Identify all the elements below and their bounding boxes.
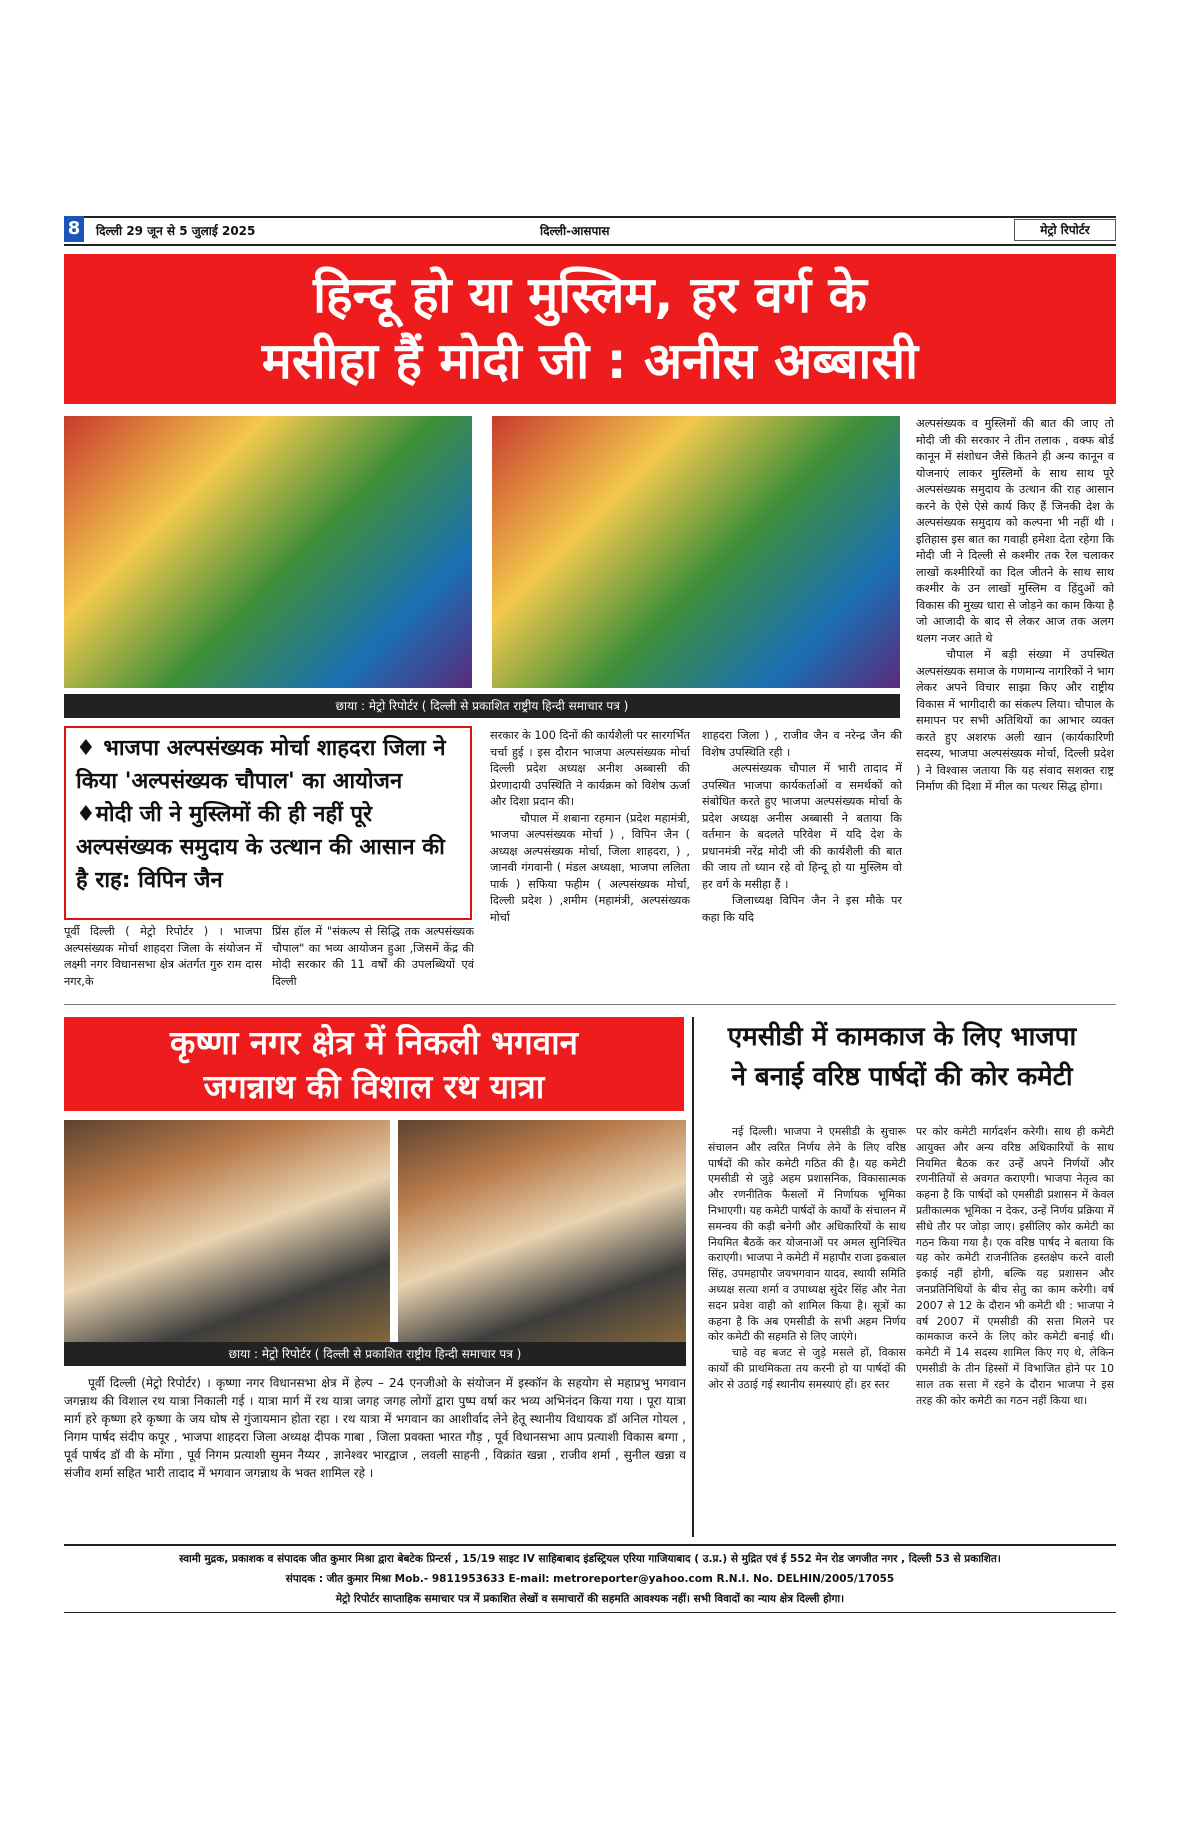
story2-headline-line1: कृष्णा नगर क्षेत्र में निकली भगवान	[170, 1023, 578, 1062]
footer-imprint: स्वामी मुद्रक, प्रकाशक व संपादक जीत कुमार मिश्रा द्वारा बेबटेक प्रिन्टर्स , 15/19 साइट IV साहिबाबाद इंडस्ट्रियल एरिया गाजियाबाद ( उ.प्र.) से मुद्रित एवं ई 552 मेन रोड जगजीत नगर , दिल्ली 53 से प्रकाशित।	[179, 1553, 1001, 1565]
issue-date: दिल्ली 29 जून से 5 जुलाई 2025	[96, 224, 256, 238]
story1-bottom-col2-text: प्रिंस हॉल में "संकल्प से सिद्धि तक अल्पसंख्यक चौपाल" का भव्य आयोजन हुआ ,जिसमें केंद्र की मोदी सरकार की 11 वर्षों की उपलब्धियों एवं दिल्ली	[272, 925, 474, 988]
story1-right-col-p2: चौपाल में बड़ी संख्या में उपस्थित अल्पसंख्यक समाज के गणमान्य नागरिकों ने भाग लेकर अपने विचार साझा किए और राष्ट्रीय विकास में भागीदारी का संकल्प लिया। चौपाल के समापन पर सभी अतिथियों का आभार व्यक्त करते हुए अशरफ अली खान (कार्यकारिणी सदस्य, भाजपा अल्पसंख्यक मोर्चा, दिल्ली प्रदेश ) ने विश्वास जताया कि यह संवाद सशक्त राष्ट्र निर्माण की दिशा में मील का पत्थर सिद्ध होगा।	[916, 648, 1114, 793]
story1-photo-left	[64, 416, 472, 688]
page-number: 8	[64, 216, 84, 242]
story1-bottom-column1	[64, 924, 262, 996]
story3-headline-line2: ने बनाई वरिष्ठ पार्षदों की कोर कमेटी	[731, 1062, 1073, 1092]
story2-headline-line2: जगन्नाथ की विशाल रथ यात्रा	[203, 1067, 545, 1106]
masthead: मेट्रो रिपोर्टर	[1014, 219, 1116, 241]
story1-mid-col2-p3: जिलाध्यक्ष विपिन जैन ने इस मौके पर कहा कि यदि	[702, 894, 902, 924]
story3-col2-p1: पर कोर कमेटी मार्गदर्शन करेगी। साथ ही कमेटी आयुक्त और अन्य वरिष्ठ अधिकारियों के साथ नियमित बैठक कर उन्हें अपने निर्णयों और रणनीतियों से अवगत कराएगी। भाजपा नेतृत्व का कहना है कि पार्षदों को एमसीडी प्रशासन में केवल प्रतीकात्मक भूमिका न देकर, उन्हें निर्णय प्रक्रिया में सीधे तौर पर जोड़ा जाए। इसीलिए कोर कमेटी का गठन किया गया है। एक वरिष्ठ पार्षद ने बताया कि यह कोर कमेटी राजनीतिक हस्तक्षेप करने वाली इकाई नहीं होगी, बल्कि यह प्रशासन और जनप्रतिनिधियों के बीच सेतु का काम करेगी। वर्ष 2007 से 12 के दौरान भी कमेटी थी : भाजपा ने वर्ष 2007 में एमसीडी की सत्ता मिलने पर कामकाज करने के लिए कोर कमेटी बनाई थी। कमेटी में 14 सदस्य शामिल किए गए थे, लेकिन एमसीडी के तीन हिस्सों में विभाजित होने पर 10 साल तक सत्ता में रहने के दौरान भाजपा ने इस तरह की कोर कमेटी का गठन नहीं किया था।	[916, 1125, 1114, 1407]
story1-right-column	[916, 416, 1114, 996]
story2-photo-left	[64, 1120, 390, 1348]
highlight-line1: ♦ भाजपा अल्पसंख्यक मोर्चा शाहदरा जिला ने किया 'अल्पसंख्यक चौपाल' का आयोजन	[76, 736, 446, 794]
story1-headline	[64, 254, 1116, 404]
story1-mid-col2-p2: अल्पसंख्यक चौपाल में भारी तादाद में उपस्थित भाजपा कार्यकर्ताओं व समर्थकों को संबोधित करते हुए भाजपा अल्पसंख्यक मोर्चा के प्रदेश अध्यक्ष अनीस अब्बासी ने बताया कि वर्तमान के बदलते परिवेश में यदि देश के प्रधानमंत्री नरेंद्र मोदी जी की कार्यशैली की बात की जाय तो ध्यान रहे वो हिन्दू हो या मुस्लिम वो हर वर्ग के मसीहा हैं ।	[702, 762, 902, 891]
story1-photo-caption: छाया : मेट्रो रिपोर्टर ( दिल्ली से प्रकाशित राष्ट्रीय हिन्दी समाचार पत्र )	[64, 694, 900, 718]
story1-mid-col1-p1: सरकार के 100 दिनों की कार्यशैली पर सारगर्भित चर्चा हुई । इस दौरान भाजपा अल्पसंख्यक मोर्चा दिल्ली प्रदेश अध्यक्ष अनीश अब्बासी की प्रेरणादायी उपस्थिति ने कार्यक्रम को विशेष ऊर्जा और दिशा प्रदान की।	[490, 729, 690, 808]
story3-col1-p2: चाहे वह बजट से जुड़े मसले हों, विकास कार्यों की प्राथमिकता तय करनी हो या पार्षदों की ओर से उठाई गई स्थानीय समस्याएं हों। हर स्तर	[708, 1346, 906, 1391]
story1-headline-line1: हिन्दू हो या मुस्लिम, हर वर्ग के	[313, 266, 867, 324]
story1-mid-col1-p2: चौपाल में शबाना रहमान (प्रदेश महामंत्री, भाजपा अल्पसंख्यक मोर्चा ) , विपिन जैन ( अध्यक्ष अल्पसंख्यक मोर्चा, जिला शाहदरा, ) , जानवी गंगवानी ( मंडल अध्यक्षा, भाजपा ललिता पार्क ) सफिया फहीम ( अल्पसंख्यक मोर्चा, दिल्ली प्रदेश ) ,शमीम (महामंत्री, अल्पसंख्यक मोर्चा	[490, 811, 690, 924]
story1-bottom-col1-text: पूर्वी दिल्ली ( मेट्रो रिपोर्टर ) । भाजपा अल्पसंख्यक मोर्चा शाहदरा जिला के संयोजन में लक्ष्मी नगर विधानसभा क्षेत्र अंतर्गत गुरु राम दास नगर,के	[64, 925, 262, 988]
column-divider	[692, 1017, 694, 1537]
footer-rule-top	[64, 1544, 1116, 1546]
story2-body: पूर्वी दिल्ली (मेट्रो रिपोर्टर) । कृष्णा नगर विधानसभा क्षेत्र में हेल्प – 24 एनजीओ के संयोजन में इस्कॉन के सहयोग से महाप्रभु भगवान जगन्नाथ की विशाल रथ यात्रा निकाली गई । यात्रा मार्ग में रथ यात्रा जगह जगह लोगों द्वारा पुष्प वर्षा कर भव्य अभिनंदन किया गया । पूरा यात्रा मार्ग हरे कृष्णा हरे कृष्णा के जय घोष से गुंजायमान होता रहा । रथ यात्रा में भगवान का आशीर्वाद लेने हेतू स्थानीय विधायक डॉ अनिल गोयल , निगम पार्षद संदीप कपूर , भाजपा शाहदरा जिला अध्यक्ष दीपक गाबा , जिला प्रवक्ता भारत गौड़ , पूर्व विधानसभा आप प्रत्याशी विकास बग्गा , पूर्व पार्षद डॉ वी के मोंगा , पूर्व निगम प्रत्याशी सुमन नैय्यर , ज्ञानेश्वर भारद्वाज , लवली साहनी , विक्रांत खन्ना , राजीव शर्मा , सुनील खन्ना व संजीव शर्मा सहित भारी तादाद में भगवान जगन्नाथ के भक्त शामिल रहे ।	[64, 1376, 686, 1480]
story1-highlight-box	[64, 726, 472, 920]
story3-column1	[708, 1124, 906, 1536]
story2-photo-right	[398, 1120, 686, 1348]
story1-mid-col2-p1: शाहदरा जिला ) , राजीव जैन व नरेन्द्र जैन की विशेष उपस्थिति रही ।	[702, 729, 902, 759]
section-name: दिल्ली-आसपास	[540, 224, 610, 238]
story2-photo-caption: छाया : मेट्रो रिपोर्टर ( दिल्ली से प्रकाशित राष्ट्रीय हिन्दी समाचार पत्र )	[64, 1342, 686, 1366]
story1-mid-column1	[490, 728, 690, 996]
footer-rule-bottom	[64, 1612, 1116, 1613]
story1-mid-column2	[702, 728, 902, 996]
story3-column2	[916, 1124, 1114, 1536]
footer-disclaimer: मेट्रो रिपोर्टर साप्ताहिक समाचार पत्र में प्रकाशित लेखों व समाचारों की सहमति आवश्यक नहीं। सभी विवादों का न्याय क्षेत्र दिल्ली होगा।	[335, 1593, 845, 1605]
story1-headline-line2: मसीहा हैं मोदी जी : अनीस अब्बासी	[261, 332, 919, 390]
section-divider	[64, 1004, 1116, 1005]
story2-headline	[64, 1017, 684, 1111]
story1-right-col-p1: अल्पसंख्यक व मुस्लिमों की बात की जाए तो मोदी जी की सरकार ने तीन तलाक , वक्फ बोर्ड कानून में संशोधन जैसे कितने ही अन्य कानून व योजनाएं लाकर मुस्लिमों के साथ साथ पूरे अल्पसंख्यक समुदाय के उत्थान की राह आसान करने के ऐसे ऐसे कार्य किए हैं जिनकी देश के अल्पसंख्यक समुदाय को कल्पना भी नहीं थी । इतिहास इस बात का गवाही हमेशा देता रहेगा कि मोदी जी ने दिल्ली से कश्मीर तक रेल चलाकर लाखों कश्मीरियों का दिल जीतने के साथ साथ कश्मीर के उन लाखों मुस्लिम व हिंदुओं को विकास की मुख्य धारा से जोड़ने का काम किया है जो आजादी के बाद से लेकर आज तक अलग थलग नजर आते थे	[916, 417, 1114, 645]
story3-col1-p1: नई दिल्ली। भाजपा ने एमसीडी के सुचारू संचालन और त्वरित निर्णय लेने के लिए वरिष्ठ पार्षदों की कोर कमेटी गठित की है। यह कमेटी एमसीडी से जुड़े अहम प्रशासनिक, विकासात्मक और रणनीतिक फैसलों में निर्णायक भूमिका निभाएगी। यह कमेटी पार्षदों के कार्यों के संचालन में समन्वय की कड़ी बनेगी और अधिकारियों के साथ नियमित बैठकें कर योजनाओं पर अमल सुनिश्चित कराएगी। भाजपा ने कमेटी में महापौर राजा इकबाल सिंह, उपमहापौर जयभगवान यादव, स्थायी समिति अध्यक्ष सत्या शर्मा व उपाध्यक्ष सुंदेर सिंह और नेता सदन प्रवेश वाही को शामिल किया है। सूत्रों का कहना है कि अब एमसीडी के सभी अहम निर्णय कोर कमेटी की सहमति से लिए जाएंगे।	[708, 1125, 906, 1344]
highlight-line2: ♦मोदी जी ने मुस्लिमों की ही नहीं पूरे अल्पसंख्यक समुदाय के उत्थान की आसान की है राह: विपिन जैन	[76, 802, 445, 893]
story3-headline	[696, 1017, 1108, 1117]
story1-bottom-column2	[272, 924, 474, 996]
footer-editor-contact: संपादक : जीत कुमार मिश्रा Mob.- 9811953633 E-mail: metroreporter@yahoo.com R.N.I. No. DELHIN/2005/17055	[285, 1573, 895, 1585]
story1-photo-right	[492, 416, 900, 688]
story3-headline-line1: एमसीडी में कामकाज के लिए भाजपा	[727, 1022, 1077, 1052]
